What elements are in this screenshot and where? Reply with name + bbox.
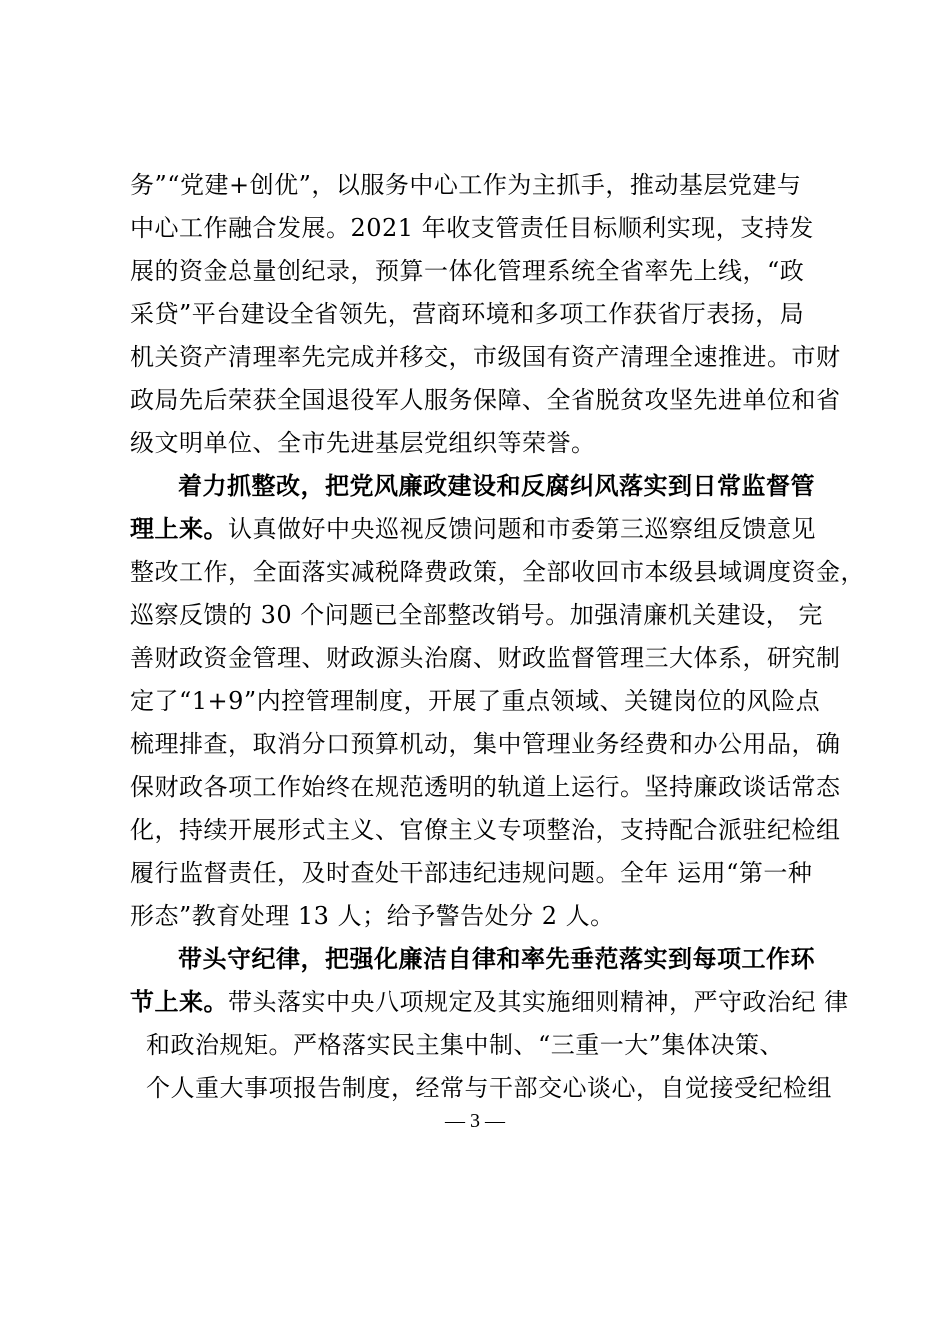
- body-text-line: 和政治规矩。严格落实民主集中制、“三重一大”集体决策、: [146, 1031, 785, 1059]
- body-text-line: 化，持续开展形式主义、官僚主义专项整治，支持配合派驻纪检组: [130, 816, 841, 844]
- body-text-line: 保财政各项工作始终在规范透明的轨道上运行。坚持廉政谈话常态: [130, 773, 841, 801]
- body-text-line: 个人重大事项报告制度，经常与干部交心谈心，自觉接受纪检组: [146, 1074, 832, 1102]
- section-heading: 着力抓整改，把党风廉政建设和反腐纠风落实到日常监督管: [178, 472, 815, 500]
- body-text-line: 梳理排查，取消分口预算机动，集中管理业务经费和办公用品，确: [130, 730, 841, 758]
- page-number: — 3 —: [445, 1110, 505, 1132]
- body-text-line: [130, 514, 816, 544]
- body-text-line: 机关资产清理率先完成并移交，市级国有资产清理全速推进。市财: [130, 343, 841, 371]
- body-text-line: 履行监督责任，及时查处干部违纪违规问题。全年 运用“第一种: [130, 859, 813, 887]
- body-text-line: [130, 987, 849, 1017]
- body-text-line: 级文明单位、全市先进基层党组织等荣誉。: [130, 429, 596, 457]
- body-text: 带头落实中央八项规定及其实施细则精神，严守政治纪 律: [228, 988, 849, 1016]
- body-text-line: 巡察反馈的 30 个问题已全部整改销号。加强清廉机关建设， 完: [130, 601, 823, 629]
- body-text-line: 善财政资金管理、财政源头治腐、财政监督管理三大体系，研究制: [130, 644, 841, 672]
- body-text-line: 形态”教育处理 13 人；给予警告处分 2 人。: [130, 902, 615, 930]
- section-heading-end: 节上来。: [130, 988, 228, 1016]
- body-text: 认真做好中央巡视反馈问题和市委第三巡察组反馈意见: [228, 515, 816, 543]
- section-heading-end: 理上来。: [130, 515, 228, 543]
- body-text-line: 务”“党建+创优”，以服务中心工作为主抓手，推动基层党建与: [130, 171, 802, 199]
- section-heading: 带头守纪律，把强化廉洁自律和率先垂范落实到每项工作环: [178, 945, 815, 973]
- body-text-line: 采贷”平台建设全省领先，营商环境和多项工作获省厅表扬，局: [130, 300, 805, 328]
- body-text-line: 中心工作融合发展。2021 年收支管责任目标顺利实现，支持发: [130, 214, 814, 242]
- body-text-line: 定了“1+9”内控管理制度，开展了重点领域、关键岗位的风险点: [130, 687, 821, 715]
- body-text-line: 展的资金总量创纪录，预算一体化管理系统全省率先上线，“政: [130, 257, 805, 285]
- body-text-line: 政局先后荣获全国退役军人服务保障、全省脱贫攻坚先进单位和省: [130, 386, 841, 414]
- body-text-line: 整改工作，全面落实减税降费政策，全部收回市本级县域调度资金，: [130, 558, 865, 586]
